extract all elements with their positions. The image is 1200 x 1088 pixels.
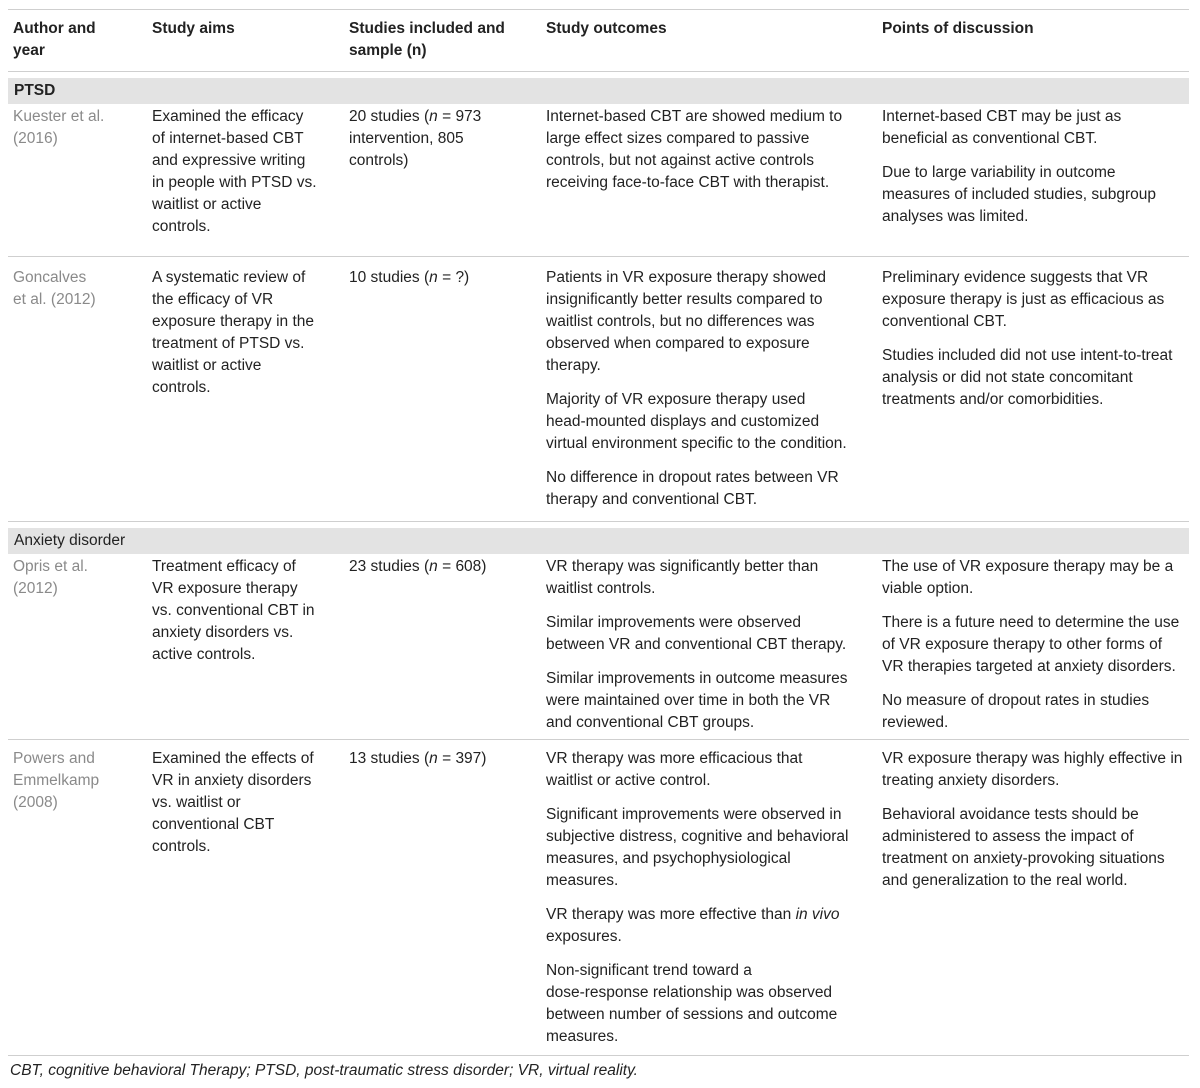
line: in people with PTSD vs. [152,174,317,191]
line: and conventional CBT groups. [546,714,755,731]
line: (2016) [13,130,58,147]
line: reviewed. [882,714,949,731]
line: head-mounted displays and customized [546,413,820,430]
line: 23 studies (n = 608) [349,558,487,575]
row-rule [8,739,1189,740]
paragraph [546,612,864,656]
header-outcomes [546,18,864,40]
line: waitlist controls. [546,580,656,597]
line: Significant improvements were observed in [546,806,842,823]
paragraph [546,804,864,892]
cell-outcomes [546,556,864,734]
line: dose-response relationship was observed [546,984,833,1001]
line: VR therapy was more effective than in vivo [546,906,840,923]
line: conventional CBT [152,816,275,833]
line: Majority of VR exposure therapy used [546,391,806,408]
paragraph [546,467,864,511]
line: Kuester et al. [13,108,105,125]
paragraph [546,267,864,377]
line: et al. (2012) [13,291,96,308]
header-discussion-line: Points of discussion [882,20,1034,37]
cell-outcomes [546,748,864,1048]
line: waitlist controls, but no differences was [546,313,815,330]
cell-outcomes [546,106,864,194]
line: waitlist or active control. [546,772,711,789]
line: Due to large variability in outcome [882,164,1116,181]
paragraph [546,106,864,194]
line: controls) [349,152,409,169]
header-author [13,18,133,62]
header-studies-line: Studies included and [349,20,505,37]
paragraph [882,690,1192,734]
line: measures. [546,872,619,889]
line: conventional CBT. [882,313,1007,330]
line: exposure therapy is just as efficacious as [882,291,1165,308]
table-footnote: CBT, cognitive behavioral Therapy; PTSD, post-traumatic stress disorder; VR, virtual reality. [10,1062,638,1079]
line: 20 studies (n = 973 [349,108,482,125]
header-discussion [882,18,1192,40]
cell-author [13,748,133,814]
line: Similar improvements in outcome measures [546,670,848,687]
paragraph [546,904,864,948]
line: VR therapies targeted at anxiety disorders. [882,658,1176,675]
line: active controls. [152,646,256,663]
line: measures of included studies, subgroup [882,186,1156,203]
line: 13 studies (n = 397) [349,750,487,767]
cell-studies [349,748,525,770]
section-header-anxiety [8,528,1189,554]
line: VR exposure therapy was highly effective in [882,750,1183,767]
line: large effect sizes compared to passive [546,130,810,147]
cell-outcomes [546,267,864,511]
line: Examined the effects of [152,750,314,767]
cell-aims [152,106,330,238]
line: controls. [152,218,211,235]
line: (2012) [13,580,58,597]
cell-aims [152,556,330,666]
line: the efficacy of VR [152,291,274,308]
line: Studies included did not use intent-to-treat [882,347,1173,364]
line: measures, and psychophysiological [546,850,791,867]
line: and generalization to the real world. [882,872,1128,889]
line: 10 studies (n = ?) [349,269,470,286]
paragraph [882,345,1192,411]
line: Patients in VR exposure therapy showed [546,269,827,286]
paragraph [882,748,1192,792]
line: A systematic review of [152,269,306,286]
line: viable option. [882,580,974,597]
line: therapy and conventional CBT. [546,491,758,508]
cell-aims [152,748,330,858]
line: Emmelkamp [13,772,100,789]
line: The use of VR exposure therapy may be a [882,558,1174,575]
line: controls. [152,838,211,855]
line: vs. waitlist or [152,794,241,811]
paragraph [546,668,864,734]
header-studies [349,18,525,62]
table-bottom-rule [8,1055,1189,1056]
line: therapy. [546,357,601,374]
header-studies-line: sample (n) [349,42,427,59]
line: Internet-based CBT may be just as [882,108,1122,125]
line: controls, but not against active controls [546,152,814,169]
row-rule [8,256,1189,257]
cell-author [13,556,133,600]
line: Non-significant trend toward a [546,962,752,979]
paragraph [546,960,864,1048]
line: analysis or did not state concomitant [882,369,1133,386]
line: VR in anxiety disorders [152,772,312,789]
paragraph [546,556,864,600]
paragraph [546,748,864,792]
section-title: PTSD [14,82,56,99]
header-aims-line: Study aims [152,20,235,37]
paragraph [882,612,1192,678]
cell-discussion [882,267,1192,411]
paragraph [882,556,1192,600]
line: treatments and/or comorbidities. [882,391,1104,408]
line: intervention, 805 [349,130,464,147]
header-author-line: year [13,42,45,59]
cell-discussion [882,748,1192,892]
header-outcomes-line: Study outcomes [546,20,667,37]
line: insignificantly better results compared to [546,291,823,308]
line: Preliminary evidence suggests that VR [882,269,1149,286]
line: No measure of dropout rates in studies [882,692,1150,709]
line: were maintained over time in both the VR [546,692,831,709]
line: Treatment efficacy of [152,558,296,575]
line: exposures. [546,928,622,945]
line: exposure therapy in the [152,313,314,330]
section-header-ptsd [8,78,1189,104]
line: measures. [546,1028,619,1045]
line: treatment of PTSD vs. [152,335,305,352]
line: There is a future need to determine the use [882,614,1180,631]
line: VR therapy was significantly better than [546,558,819,575]
cell-discussion [882,556,1192,734]
paragraph [546,389,864,455]
line: Behavioral avoidance tests should be [882,806,1139,823]
line: analyses was limited. [882,208,1029,225]
line: (2008) [13,794,58,811]
section-title: Anxiety disorder [14,532,126,549]
paragraph [882,267,1192,333]
line: Goncalves [13,269,87,286]
line: Internet-based CBT are showed medium to [546,108,843,125]
line: waitlist or active [152,357,262,374]
line: receiving face-to-face CBT with therapist. [546,174,830,191]
paragraph [882,162,1192,228]
cell-author [13,267,133,311]
row-rule [8,521,1189,522]
header-author-line: Author and [13,20,96,37]
line: between VR and conventional CBT therapy. [546,636,847,653]
line: Similar improvements were observed [546,614,801,631]
line: waitlist or active [152,196,262,213]
line: between number of sessions and outcome [546,1006,838,1023]
line: of VR exposure therapy to other forms of [882,636,1162,653]
line: treating anxiety disorders. [882,772,1060,789]
line: Opris et al. [13,558,88,575]
cell-author [13,106,133,150]
line: beneficial as conventional CBT. [882,130,1098,147]
header-bottom-rule [8,71,1189,72]
paragraph [882,804,1192,892]
line: administered to assess the impact of [882,828,1134,845]
line: and expressive writing [152,152,306,169]
line: No difference in dropout rates between VR [546,469,839,486]
line: Examined the efficacy [152,108,304,125]
line: vs. conventional CBT in [152,602,315,619]
line: of internet-based CBT [152,130,304,147]
cell-studies [349,106,525,172]
line: VR exposure therapy [152,580,298,597]
cell-studies [349,556,525,578]
table-top-rule [8,9,1189,10]
line: observed when compared to exposure [546,335,810,352]
cell-studies [349,267,525,289]
cell-discussion [882,106,1192,228]
line: Powers and [13,750,95,767]
line: anxiety disorders vs. [152,624,294,641]
line: subjective distress, cognitive and behavioral [546,828,849,845]
line: controls. [152,379,211,396]
cell-aims [152,267,330,399]
header-aims [152,18,330,40]
line: treatment on anxiety-provoking situations [882,850,1165,867]
line: VR therapy was more efficacious that [546,750,803,767]
line: virtual environment specific to the condition. [546,435,847,452]
paragraph [882,106,1192,150]
